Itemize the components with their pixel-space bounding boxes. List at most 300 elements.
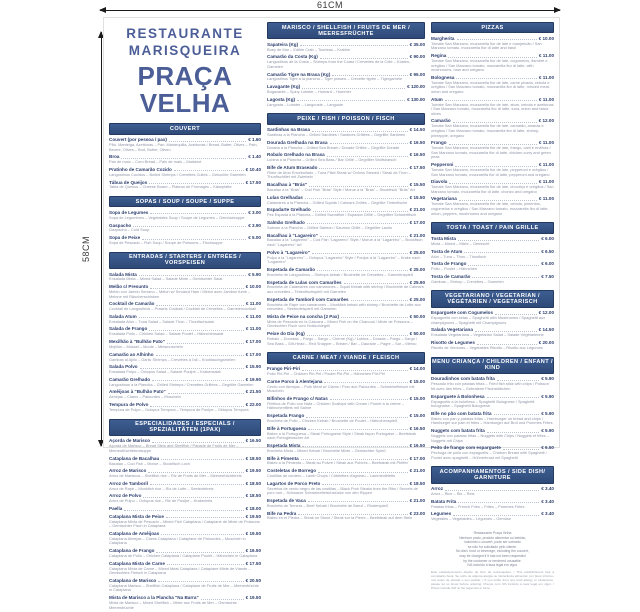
item-name: Melão c/ Presunto <box>109 284 149 290</box>
item-name: Cocktail de Camarão <box>109 301 155 307</box>
item-name: Atum <box>431 96 443 102</box>
item-description: Bistec a la Portuguesa – Steak Portuguese Style / Steak façon Portugaise – Beefsteak nach Portugiesischer Art <box>267 430 417 441</box>
item-price: € 50.00 <box>409 313 425 319</box>
item-name: Espetada de Vaca <box>267 497 306 503</box>
item-description: Pollo – Poulet – Hähnchen <box>431 266 478 272</box>
restaurant-brand <box>109 26 261 117</box>
item-description: Langostinos de la Costa – Shrimps from the Coast / Crevettes de la Côte – Küsten-Garnelen <box>267 59 411 69</box>
item-price: € 15.50 <box>409 194 425 200</box>
width-dimension-annotation <box>100 0 560 16</box>
item-price: € 14.50 <box>538 327 554 333</box>
item-name: Dourada Grelhada na Brasa <box>267 139 328 145</box>
menu-item <box>431 75 554 95</box>
item-description: Bistec a la Pimienta – Steak au Poivre / Steak aux Poivres – Beefsteak mit Pfeffer <box>267 460 408 466</box>
item-description: Brocheta de Pollo – Chicken Kebab / Brochette de Poulet – Hähnchenspieß <box>267 418 398 424</box>
menu-item <box>267 140 425 151</box>
item-price: € 15.00 <box>409 378 425 384</box>
item-name: Douradinhos com batata frita <box>431 376 495 382</box>
menu-item <box>267 511 425 522</box>
item-description: Mixta de Pescado en la Cáscara – Mixed Fish on the Charcoal / Mixte de Poissons – Gemischter Fisch vom Holzkohlegrill <box>267 318 413 329</box>
fine-print-line: Restaurante Praça Velha <box>473 531 512 536</box>
fine-print-line: Nenhum prato, produto alimentar ou bebida, <box>459 535 526 540</box>
item-name: Batata Frita <box>431 498 457 504</box>
item-name: Tosta de Camarão <box>431 273 471 279</box>
item-description: Salmón a la Plancha – Grilled Salmon / Saumon Grillé – Gegrillter Lachs <box>267 224 392 230</box>
item-price: € 17.50 <box>245 560 261 566</box>
fine-print-line: IVA incluído à taxa legal em vigor. <box>467 563 518 568</box>
item-description: Filetitos de Pollo con Nata – Chicken Scallops with Cream / Poulet à la crème – Hähnchenfilets mit Sahne <box>267 400 404 411</box>
section-pizzas <box>431 22 554 218</box>
item-name: Cataplana Mista de Peixe <box>109 513 164 519</box>
restaurant-name: PRAÇA VELHA <box>137 60 233 119</box>
item-description: Tomate San Marzano, mozzarella fior de late, frango, caril e ervilhas / San Marzano tomato, mozzarella fior di latte, chicken curry and green peas <box>431 145 551 160</box>
item-name: Polvo à "Lagareiro" <box>267 249 310 255</box>
menu-item <box>109 456 261 467</box>
item-price: € 18.50 <box>245 493 261 499</box>
item-description: Almejas – Clams – Palourdes – Muscheln <box>109 394 182 400</box>
dotted-leader <box>167 564 244 565</box>
item-name: Cataplana de Bacalhau <box>109 455 160 461</box>
item-price: € 15.90 <box>245 364 261 370</box>
menu-item <box>267 314 425 329</box>
brand-line-restaurante: RESTAURANTE <box>126 26 244 41</box>
item-name: Peixe do Dia (Kg) <box>267 331 305 337</box>
item-price: € 25.90 <box>409 279 425 285</box>
dotted-leader <box>166 517 244 518</box>
menu-item <box>431 310 554 325</box>
item-name: Cataplana de Marisco <box>109 577 157 583</box>
menu-item <box>431 140 554 160</box>
menu-item <box>267 182 425 193</box>
item-price: € 22.00 <box>245 402 261 408</box>
menu-item <box>109 548 261 559</box>
item-price: € 15.50 <box>409 182 425 188</box>
item-description: Cataplana Almejas – Clams Cataplana / Cataplane de Palourdes – Muscheln in Cataplana <box>109 535 246 546</box>
item-description: Bistec con pan y patatas fritas – Hamburger on bread and chips / Hamburger sur pain et frites – Hamburger auf Brot und Pommes Frites <box>431 415 553 426</box>
item-description: Cataplana de Pollo – Chicken Cataplana / Cataplane Poulet – Hähnchen in Cataplana <box>109 552 258 558</box>
item-name: Robalo Grelhado na Brasa <box>267 152 325 158</box>
item-name: Cataplana de Amêijoas <box>109 530 160 536</box>
item-description: Espaguetis a la boloñesa – Spaghetti Bolognese / Spaghetti bolognaise – Spaghetti Bolognese <box>431 398 535 409</box>
menu-item <box>431 376 554 391</box>
item-name: Lagosta (Kg) <box>267 96 296 102</box>
menu-item <box>267 233 425 248</box>
item-price: € 18.50 <box>409 480 425 486</box>
menu-item <box>109 377 261 388</box>
item-price: € 1.60 <box>248 137 261 143</box>
arrowhead-right-icon <box>554 7 561 13</box>
item-description: Sopa de Legumbres – Vegetables Soup / Soupe de Légumes – Gemüsesuppe <box>109 214 245 220</box>
item-name: Esparguete à Bolonhesa <box>431 393 485 399</box>
item-price: € 130.00 <box>407 96 425 102</box>
item-name: Bife de Atum Braseado <box>267 164 318 170</box>
item-description: Mixta – Mixed – Mixte – Gemischt <box>431 240 490 246</box>
menu-item <box>267 456 425 467</box>
item-name: Salada de Frango <box>109 326 148 332</box>
item-price: € 5.90 <box>541 393 554 399</box>
fine-print-line: incluindo o couvert, pode ser cobrado <box>464 540 521 545</box>
item-name: Broa <box>109 154 120 160</box>
menu-item <box>109 595 261 610</box>
item-description: Brocheta de Ternera – Beef Kebab / Brochette de Bœuf – Rinderspieß <box>267 502 389 508</box>
item-price: € 18.50 <box>245 480 261 486</box>
menu-item <box>267 413 425 424</box>
menu-item <box>109 339 261 350</box>
item-price: € 5.90 <box>541 410 554 416</box>
item-description: Pechuga de pollo con espaguetis – Chicken Breast with Spaghetti / Poulet avec spaghetti – Hühnerbrust mit Spaghetti <box>431 450 547 460</box>
dotted-leader <box>445 100 537 101</box>
section-header-pizzas: PIZZAS <box>431 22 554 33</box>
item-price: € 11.00 <box>538 140 554 146</box>
menu-item <box>267 468 425 479</box>
menu-item <box>109 506 261 512</box>
item-name: Lulas Grelhadas <box>267 194 303 200</box>
item-description: Tomate San Marzano, mozzarella fior de late, chouriço e orégãos / San Marzano tomato, mozzarella fior di latte, chorizo and oregano <box>431 184 554 194</box>
item-description: Mejillón – Mussel – Moule – Miesmuscheln <box>109 343 183 349</box>
dotted-leader <box>487 397 540 398</box>
menu-item <box>267 498 425 509</box>
item-name: Salada Vegetariana <box>431 327 473 333</box>
menu-item <box>431 411 554 426</box>
item-price: € 3.90 <box>248 222 261 228</box>
item-name: Camarão da Costa (Kg) <box>267 54 318 60</box>
menu-item <box>267 127 425 138</box>
menu-item <box>267 165 425 180</box>
width-dimension-arrow <box>100 10 560 11</box>
item-description: Calamares a la Plancha – Grilled Squids / Calmars Grillés – Gegrillte Tintenfische <box>267 199 408 205</box>
menu-item <box>109 326 261 337</box>
section-couvert <box>109 123 261 192</box>
item-name: Bife à Portuguesa <box>267 425 307 431</box>
dotted-leader <box>124 510 243 511</box>
menu-item <box>109 352 261 363</box>
menu-column-right <box>431 22 554 591</box>
menu-item <box>109 561 261 576</box>
item-price: € 90.00 <box>409 54 425 60</box>
item-price: € 21.50 <box>245 389 261 395</box>
item-price: € 10.40 <box>245 166 261 172</box>
item-name: Carne Porco à Alentejana <box>267 378 323 384</box>
menu-item <box>267 97 425 108</box>
section-peixe <box>267 113 425 348</box>
item-price: € 18.50 <box>245 455 261 461</box>
item-name: Espetada de Camarão <box>267 266 315 272</box>
item-name: Salada Mista <box>109 271 137 277</box>
menu-item <box>109 364 261 375</box>
item-price: € 15.00 <box>409 413 425 419</box>
item-price: € 10.00 <box>538 35 554 41</box>
item-price: € 3.40 <box>541 498 554 504</box>
item-description: Langostinos Tigre a la plancha – Tiger prawns – Crevette tigrée – Tigergarnele <box>267 76 403 82</box>
item-description: Gambas – Shrimp – Crevettes – Garnelen <box>431 278 504 284</box>
menu-item <box>267 280 425 295</box>
menu-item <box>109 154 261 165</box>
item-name: Açorda de Marisco <box>109 438 151 444</box>
item-price: € 50.00 <box>409 331 425 337</box>
menu-item <box>267 250 425 265</box>
item-description: Sopa de Pescado – Fish Soup / Soupe de Poissons – Fischsuppe <box>109 240 223 245</box>
menu-item <box>431 499 554 510</box>
menu-item <box>109 481 261 492</box>
item-name: Bifinhos de Frango c/ Natas <box>267 395 328 401</box>
menu-item <box>431 249 554 260</box>
section-header-sopas: SOPAS / SOUP / SOUPE / SUPPE <box>109 196 261 207</box>
item-price: € 18.00 <box>245 506 261 512</box>
item-price: € 17.00 <box>409 219 425 225</box>
item-description: Gambas al Ajillo – Garlic Shrimps – Crevettes à l'ail – Knoblauchgarnelen <box>109 356 236 362</box>
item-description: Tempura de Pulpo – Octopus Tempura – Tempura de Poulpe – Oktopus Tempura <box>109 406 249 412</box>
item-description: Patatas fritas – French Fries – Frites – Pommes Frites <box>431 503 525 509</box>
item-name: Esparguete com Cogumelos <box>431 310 494 316</box>
item-price: € 17.00 <box>245 339 261 345</box>
item-name: Cataplana Mista de Carne <box>109 560 165 566</box>
item-name: Salada Atum <box>109 313 137 319</box>
menu-item <box>431 118 554 138</box>
item-name: Legumes <box>431 511 452 517</box>
item-price: € 21.00 <box>409 497 425 503</box>
item-name: Pratinho de Camarão Cozido <box>109 166 172 172</box>
item-name: Salmão Grelhado <box>267 219 305 225</box>
item-price: € 16.50 <box>409 139 425 145</box>
fine-print <box>431 531 554 590</box>
item-name: Mista de Marisco a la Plancha "Na Barra" <box>109 595 199 601</box>
item-name: Tábua de Queijos <box>109 179 148 185</box>
menu-item <box>267 481 425 496</box>
menu-item <box>267 152 425 163</box>
height-dimension-label: 58CM <box>80 235 91 263</box>
menu-item <box>109 235 261 246</box>
section-header-vegetariano: VEGETARIANO / VEGETARIAN / VÉGÉTARIEN / VEGETARISCH <box>431 290 554 307</box>
menu-item <box>109 578 261 593</box>
menu-item <box>431 394 554 409</box>
item-price: € 6.50 <box>541 248 554 254</box>
section-carne <box>267 352 425 523</box>
section-vegetariano <box>431 290 554 352</box>
menu-item <box>109 531 261 546</box>
item-name: Salada Polvo <box>109 364 138 370</box>
menu-item <box>109 301 261 312</box>
item-price: € 11.00 <box>538 96 554 102</box>
item-price: € 25.00 <box>409 296 425 302</box>
item-price: € 35.00 <box>409 41 425 47</box>
item-price: € 11.00 <box>245 313 261 319</box>
item-name: Tosta Mista <box>431 236 456 242</box>
item-name: Couvert (por pessoa / pax) <box>109 137 167 143</box>
menu-column-middle <box>267 22 425 521</box>
item-price: € 19.50 <box>245 513 261 519</box>
item-price: € 19.50 <box>245 595 261 601</box>
item-name: Espetada de Lulas com Camarões <box>267 279 342 285</box>
menu-column-left <box>109 22 261 610</box>
item-description: Lubina a la Plancha – Grilled Sea Bass / Bar Grillé – Gegrillter Wolfsbarsch <box>267 157 397 163</box>
item-description: Espaguetis con setas – Spaghetti with Mushrooms / Spaghetti aux champignons – Spaghetti mit Champignons <box>431 315 546 325</box>
menu-item <box>109 314 261 325</box>
menu-item <box>431 36 554 51</box>
item-price: € 16.50 <box>245 548 261 554</box>
item-price: € 21.00 <box>409 207 425 213</box>
item-description: Pan de maíz – Corn Bread – Pain de maïs – Maisbrot <box>109 159 202 165</box>
menu-item <box>267 54 425 69</box>
item-description: Langosta – Lobster – Langouste – Languste <box>267 101 344 107</box>
item-price: € 21.00 <box>409 232 425 238</box>
item-description: Brocheta Mixta – Mixed Kebab / Brochette Mixte – Gemischter Spieß <box>267 447 386 453</box>
menu-item <box>431 179 554 194</box>
section-header-peixe: PEIXE / FISH / POISSON / FISCH <box>267 113 425 124</box>
item-price: € 5.90 <box>541 376 554 382</box>
menu-item <box>267 84 425 95</box>
section-header-acompanhamentos: ACOMPANHAMENTOS / SIDE DISH/ GARNITURE <box>431 466 554 483</box>
item-description: Pez Espada a la Plancha – Grilled Swordfish / Espadon Grillé – Gegrillter Schwertfisch <box>267 212 417 218</box>
menu-item <box>267 331 425 346</box>
item-price: € 5.00 <box>248 235 261 241</box>
fine-print-line: may be charged if it has not been requested <box>459 554 526 558</box>
item-description: Buey de Mar – Edible Crab – Tourteau – Krabbe <box>267 46 350 52</box>
item-name: Risotto de Legumes <box>431 340 475 346</box>
menu-item <box>109 180 261 191</box>
menu-item <box>431 236 554 247</box>
item-description: Bacalao a la "Brás" – Cod Fish "Brás" Style / Morue à la "Brás" – Stockfisch "Brás" Art <box>267 187 415 193</box>
menu-item <box>109 223 261 234</box>
item-description: Tabla de Quesos – Cheese Board – Plateau de Fromages – Käseplatte <box>109 184 232 190</box>
menu-item <box>267 42 425 53</box>
menu-item <box>267 379 425 394</box>
item-description: Langostinos a la Plancha – Grilled Shrimps / Crevettes Grillées – Gegrillte Garnelen <box>109 381 254 387</box>
dotted-leader <box>161 459 243 460</box>
dotted-leader <box>468 265 539 266</box>
menu-item <box>267 366 425 377</box>
item-price: € 17.00 <box>245 351 261 357</box>
item-description: Nuggets con patatas fritas – Nuggets with Chips / Nuggets et frites – Nuggets mit Chips <box>431 432 549 443</box>
item-description: Mixta de Marisco – Mixed Shellfish – Mixte aux Fruits de Mer – Gemischte Meeresfrüchte <box>109 599 237 610</box>
item-name: Tosta de Frango <box>431 261 467 267</box>
item-price: € 3.40 <box>541 511 554 517</box>
item-price: € 19.90 <box>245 376 261 382</box>
item-description: Bistec en el Piedra – Steak on Stone / Steak sur la Pierre – Beefsteak auf dem Stein <box>267 515 413 521</box>
section-marisco <box>267 22 425 109</box>
menu-item <box>267 220 425 231</box>
menu-item <box>431 53 554 73</box>
item-price: € 16.50 <box>409 425 425 431</box>
section-header-marisco: MARISCO / SHELLFISH / FRUITS DE MER / MEERESFRÜCHTE <box>267 22 425 39</box>
item-name: Bife no pão com batata frita <box>431 410 492 416</box>
item-price: € 17.50 <box>409 164 425 170</box>
item-name: Pepperoni <box>431 162 454 168</box>
section-header-carne: CARNE / MEAT / VIANDE / FLEISCH <box>267 352 425 363</box>
item-price: € 12.00 <box>538 310 554 316</box>
item-description: Tomate San Marzano, mozzarella fior de late, cebola, pimentos, cogumelos e orégãos / San Marzano tomato, mozzarella fior di latte, onion, peppers, mushrooms and oregano <box>431 201 549 216</box>
menu-item <box>431 340 554 351</box>
item-description: Ensalada Vegetariana – Vegetarian Salad – Salade Végétarienne <box>431 332 544 338</box>
item-name: Espetada Mista <box>267 442 301 448</box>
menu-item <box>431 196 554 216</box>
fine-print-paragraph: Este estabelecimento dispõe de livro de reclamações. / This establishment has a complaints book. Se sofre de alguma alergia ou intolerância alimentar, por favor informe-nos antes de efetuar o seu pedido. / If you suffer from any food allergy or intolerance, please let us know before ordering. Preços com IVA incluído à taxa legal em vigor. / Prices include VAT at the legal rate in force. <box>431 570 554 591</box>
item-name: Frango <box>431 140 447 146</box>
item-price: € 21.00 <box>409 468 425 474</box>
item-price: € 16.50 <box>245 438 261 444</box>
item-name: Bife à Pimenta <box>267 455 299 461</box>
section-menu-crianca <box>431 357 554 463</box>
item-name: Camarão ao Alhinho <box>109 351 154 357</box>
item-price: € 5.90 <box>541 428 554 434</box>
item-price: € 25.00 <box>409 249 425 255</box>
item-name: Sapateira (Kg) <box>267 41 299 47</box>
item-description: Sardinas a la Plancha – Grilled Sardines / Sardines Grillées – Gegrillte Sardinen <box>267 132 406 138</box>
menu-item <box>431 445 554 460</box>
item-description: Cataplana Mixta de Pescado – Mixed Fish Cataplana / Cataplane de Mixte de Poissons – Gemischter Fisch in Cataplana <box>109 518 260 529</box>
item-price: € 11.00 <box>538 74 554 80</box>
item-name: Cataplana de Frango <box>109 548 155 554</box>
item-name: Mista de Peixe na concha (2 Pax) <box>267 313 339 319</box>
item-description: Gazpacho – Cold Soup <box>109 227 150 233</box>
item-name: Espetada de Tamboril com Camarões <box>267 296 349 302</box>
section-header-especialidades: ESPECIALIDADES / ESPECIALS / SPEZIALITÄTEN (1PAX) <box>109 419 261 436</box>
item-price: € 120.00 <box>407 84 425 90</box>
item-name: Arroz de Marisco <box>109 468 147 474</box>
menu-item <box>267 396 425 411</box>
item-price: € 16.50 <box>409 152 425 158</box>
item-description: Tomate San Marzano, mozzarella fior de late, pepperoni e orégãos / San Marzano tomato, mozzarella fior di latte, pepperoni and oregano <box>431 166 550 177</box>
item-price: € 19.50 <box>245 530 261 536</box>
menu-item <box>431 327 554 338</box>
section-header-tosta: TOSTA / TOAST / PAIN GRILLE <box>431 222 554 233</box>
item-price: € 6.50 <box>541 445 554 451</box>
arrowhead-left-icon <box>99 7 106 13</box>
item-name: Nuggets com batata frita <box>431 428 485 434</box>
item-name: Camarão Grelhado <box>109 376 151 382</box>
menu-item <box>267 267 425 278</box>
fine-print-line: se não for solicitado pelo cliente. <box>467 544 518 549</box>
menu-item <box>109 438 261 453</box>
item-description: Cataplana Mixta de Carne – Mixed Meat Cataplana / Cataplane Mixte de Viande – Gemischtes Fleisch in Cataplana <box>109 565 251 576</box>
item-description: Brocheta de Langostinos – Shrimps kebab / Brochette de Crevettes – Garnelenspieß <box>267 271 414 277</box>
item-name: Sardinhas na Brasa <box>267 127 310 133</box>
menu-item <box>431 274 554 285</box>
item-price: € 25.00 <box>409 266 425 272</box>
item-description: Cocktail de Langostinos – Prawns Cocktail / Cocktail de Crevettes – Garnelencocktail <box>109 306 257 312</box>
menu-item <box>109 167 261 178</box>
item-name: Regina <box>431 53 447 58</box>
item-price: € 11.00 <box>538 179 554 185</box>
menu-item <box>109 210 261 221</box>
item-description: Bacalao a la "Lagareiro" – Cod Fish "Lagareiro" Style / Morue à la "Lagareiro" – Stockfisch nach "Lagareiro" Art <box>267 237 423 248</box>
fine-print-line: by the customer or rendered unusable. <box>463 558 522 563</box>
item-name: Camarão <box>431 118 451 124</box>
item-description: Ensalada Atún – Tuna Salad – Salade Thon – Thunfischsalat <box>109 318 214 324</box>
item-description: Bacalao – Cod Fish – Morue – Stockfisch Loch <box>109 460 190 466</box>
menu-item <box>267 443 425 454</box>
dotted-leader <box>133 226 246 227</box>
item-price: € 10.00 <box>245 284 261 290</box>
item-name: Sopa de Legumes <box>109 209 149 215</box>
item-name: Paella <box>109 506 123 512</box>
item-description: Atún – Tuna – Thon – Thunfisch <box>431 253 487 259</box>
item-name: Arroz <box>431 486 443 492</box>
item-name: Bolognesa <box>431 74 455 80</box>
item-description: Ensalada Mixta – Mixed Salad – Salade Mixte – Gemischter Salat <box>109 276 223 282</box>
item-description: Robalo – Dourada – Pargo – Sargo – Cherne (Kg) / Lubina – Dorada – Pargo – Sargo / Sea Bass – Gilt-Head – Red Snapper – Bream / Bar – Daurade – Pagre – Sar – Mérou <box>267 336 418 346</box>
item-price: € 16.50 <box>409 442 425 448</box>
item-description: Costillas de cordero – Lamb Chops / Côtelettes d'agneau – Lammkoteletts <box>267 473 396 479</box>
item-description: Tomate San Marzano, mozzarella fior de late, atum, cebola e azeitonas / San Marzano tomato, mozzarella fior di latte, tuna, onion and black olives <box>431 101 554 116</box>
item-name: Bacalhau à "Brás" <box>267 182 308 188</box>
width-dimension-label: 61CM <box>316 0 343 10</box>
item-name: Bife na Pedra <box>267 510 297 516</box>
item-price: € 1.40 <box>248 154 261 160</box>
menu-item <box>431 97 554 117</box>
menu-item <box>431 511 554 522</box>
item-price: € 11.00 <box>538 162 554 168</box>
item-description: Bogavante – Spiny Lobster – Homard – Hummer <box>267 89 352 95</box>
